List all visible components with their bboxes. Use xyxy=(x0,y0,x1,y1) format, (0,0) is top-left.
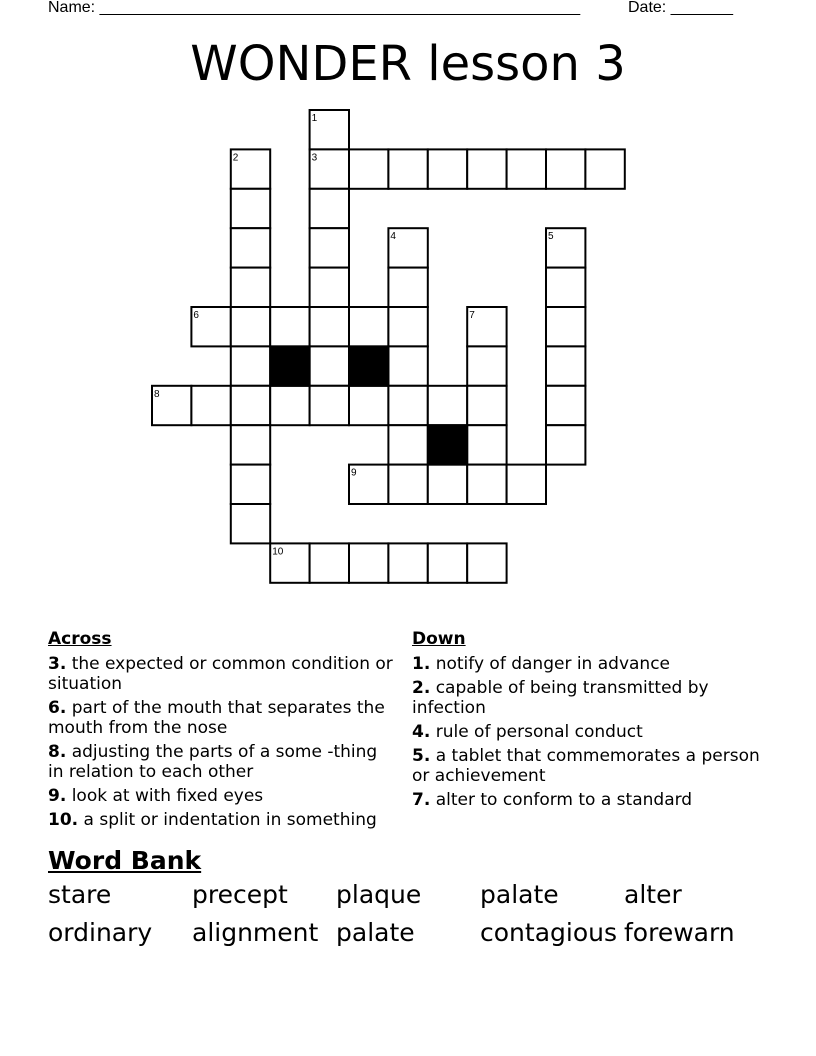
crossword-cell[interactable] xyxy=(388,386,427,425)
crossword-cell[interactable] xyxy=(507,149,546,188)
crossword-cell[interactable] xyxy=(310,386,349,425)
crossword-cell[interactable] xyxy=(231,307,270,346)
down-clues xyxy=(412,629,762,814)
cell-number: 2 xyxy=(232,152,239,164)
word-bank-word: alignment xyxy=(192,918,319,947)
crossword-cell[interactable] xyxy=(388,346,427,385)
across-clue xyxy=(48,786,398,806)
crossword-cell[interactable] xyxy=(310,307,349,346)
crossword-cell[interactable] xyxy=(231,189,270,228)
crossword-cell[interactable] xyxy=(467,425,506,464)
clue-text: capable of being transmitted by infection xyxy=(412,678,709,718)
across-clue xyxy=(48,654,398,694)
crossword-cell[interactable] xyxy=(546,268,585,307)
word-bank-word: palate xyxy=(480,880,559,909)
crossword-cell[interactable] xyxy=(231,386,270,425)
crossword-cell[interactable] xyxy=(467,346,506,385)
down-clue xyxy=(412,790,762,810)
crossword-cell[interactable] xyxy=(349,307,388,346)
crossword-cell[interactable] xyxy=(546,149,585,188)
crossword-cell[interactable] xyxy=(546,386,585,425)
crossword-cell[interactable] xyxy=(388,149,427,188)
across-clue xyxy=(48,698,398,738)
clue-number: 7. xyxy=(412,790,431,810)
crossword-cell[interactable] xyxy=(428,543,467,582)
clue-text: part of the mouth that separates the mouth from the nose xyxy=(48,698,385,738)
clue-number: 6. xyxy=(48,698,67,718)
clue-number: 5. xyxy=(412,746,431,766)
word-bank-word: palate xyxy=(336,918,415,947)
down-heading: Down xyxy=(412,629,466,649)
word-bank-word: alter xyxy=(624,880,682,909)
cell-number: 4 xyxy=(390,231,396,243)
crossword-cell[interactable] xyxy=(546,425,585,464)
crossword-cell[interactable] xyxy=(310,268,349,307)
clue-number: 2. xyxy=(412,678,431,698)
crossword-cell[interactable] xyxy=(349,543,388,582)
crossword-cell[interactable] xyxy=(428,386,467,425)
clue-text: a split or indentation in something xyxy=(83,810,377,830)
crossword-cell[interactable] xyxy=(231,228,270,267)
clue-text: look at with fixed eyes xyxy=(71,786,264,806)
crossword-block xyxy=(349,346,388,385)
crossword-cell[interactable] xyxy=(270,307,309,346)
crossword-cell[interactable] xyxy=(546,346,585,385)
cell-number: 10 xyxy=(272,546,284,558)
down-clue xyxy=(412,654,762,674)
crossword-cell[interactable] xyxy=(467,543,506,582)
clue-text: adjusting the parts of a some -thing in relation to each other xyxy=(48,742,378,782)
clue-text: the expected or common condition or situation xyxy=(48,654,393,694)
name-field[interactable]: Name: ______________________________________________________ xyxy=(48,0,581,16)
word-bank-word: plaque xyxy=(336,880,422,909)
word-bank-heading: Word Bank xyxy=(48,846,202,875)
crossword-cell[interactable] xyxy=(428,465,467,504)
across-clue xyxy=(48,742,398,782)
clue-number: 3. xyxy=(48,654,67,674)
crossword-cell[interactable] xyxy=(467,386,506,425)
crossword-cell[interactable] xyxy=(507,465,546,504)
across-heading: Across xyxy=(48,629,112,649)
crossword-cell[interactable] xyxy=(349,386,388,425)
crossword-cell[interactable] xyxy=(310,346,349,385)
crossword-cell[interactable] xyxy=(388,543,427,582)
clue-number: 1. xyxy=(412,654,431,674)
word-bank-word: contagious xyxy=(480,918,617,947)
clue-text: a tablet that commemorates a person or achievement xyxy=(412,746,760,786)
cell-number: 7 xyxy=(469,310,475,321)
cell-number: 6 xyxy=(193,310,199,321)
crossword-cell[interactable] xyxy=(428,149,467,188)
down-clue xyxy=(412,746,762,786)
crossword-cell[interactable] xyxy=(310,543,349,582)
cell-number: 5 xyxy=(548,231,554,243)
crossword-cell[interactable] xyxy=(467,149,506,188)
crossword-cell[interactable] xyxy=(585,149,624,188)
cell-number: 3 xyxy=(311,152,318,164)
crossword-cell[interactable] xyxy=(231,504,270,543)
crossword-cell[interactable] xyxy=(388,268,427,307)
word-bank-word: stare xyxy=(48,880,112,909)
word-bank-word: forewarn xyxy=(624,918,735,947)
clue-number: 4. xyxy=(412,722,431,742)
crossword-cell[interactable] xyxy=(231,346,270,385)
crossword-cell[interactable] xyxy=(231,268,270,307)
cell-number: 9 xyxy=(351,467,357,479)
crossword-cell[interactable] xyxy=(231,465,270,504)
clue-text: rule of personal conduct xyxy=(435,722,643,742)
crossword-block xyxy=(270,346,309,385)
cell-number: 8 xyxy=(154,388,160,400)
clue-number: 10. xyxy=(48,810,79,830)
crossword-cell[interactable] xyxy=(388,425,427,464)
clue-number: 8. xyxy=(48,742,67,762)
crossword-cell[interactable] xyxy=(388,465,427,504)
cell-number: 1 xyxy=(311,113,318,124)
clue-text: alter to conform to a standard xyxy=(435,790,693,810)
word-bank-word: precept xyxy=(192,880,288,909)
word-bank-word: ordinary xyxy=(48,918,153,947)
crossword-cell[interactable] xyxy=(349,149,388,188)
crossword-cell[interactable] xyxy=(191,386,230,425)
crossword-cell[interactable] xyxy=(231,425,270,464)
page-title: WONDER lesson 3 xyxy=(190,36,626,92)
crossword-block xyxy=(428,425,467,464)
crossword-cell[interactable] xyxy=(270,386,309,425)
crossword-cell[interactable] xyxy=(467,465,506,504)
crossword-cell[interactable] xyxy=(310,228,349,267)
down-clue xyxy=(412,722,762,742)
crossword-cell[interactable] xyxy=(310,189,349,228)
clue-number: 9. xyxy=(48,786,67,806)
down-clue xyxy=(412,678,762,718)
across-clue xyxy=(48,810,398,830)
crossword-cell[interactable] xyxy=(388,307,427,346)
clue-text: notify of danger in advance xyxy=(435,654,671,674)
date-field[interactable]: Date: _______ xyxy=(628,0,733,16)
across-clues xyxy=(48,629,398,834)
crossword-cell[interactable] xyxy=(546,307,585,346)
word-bank xyxy=(48,880,788,948)
